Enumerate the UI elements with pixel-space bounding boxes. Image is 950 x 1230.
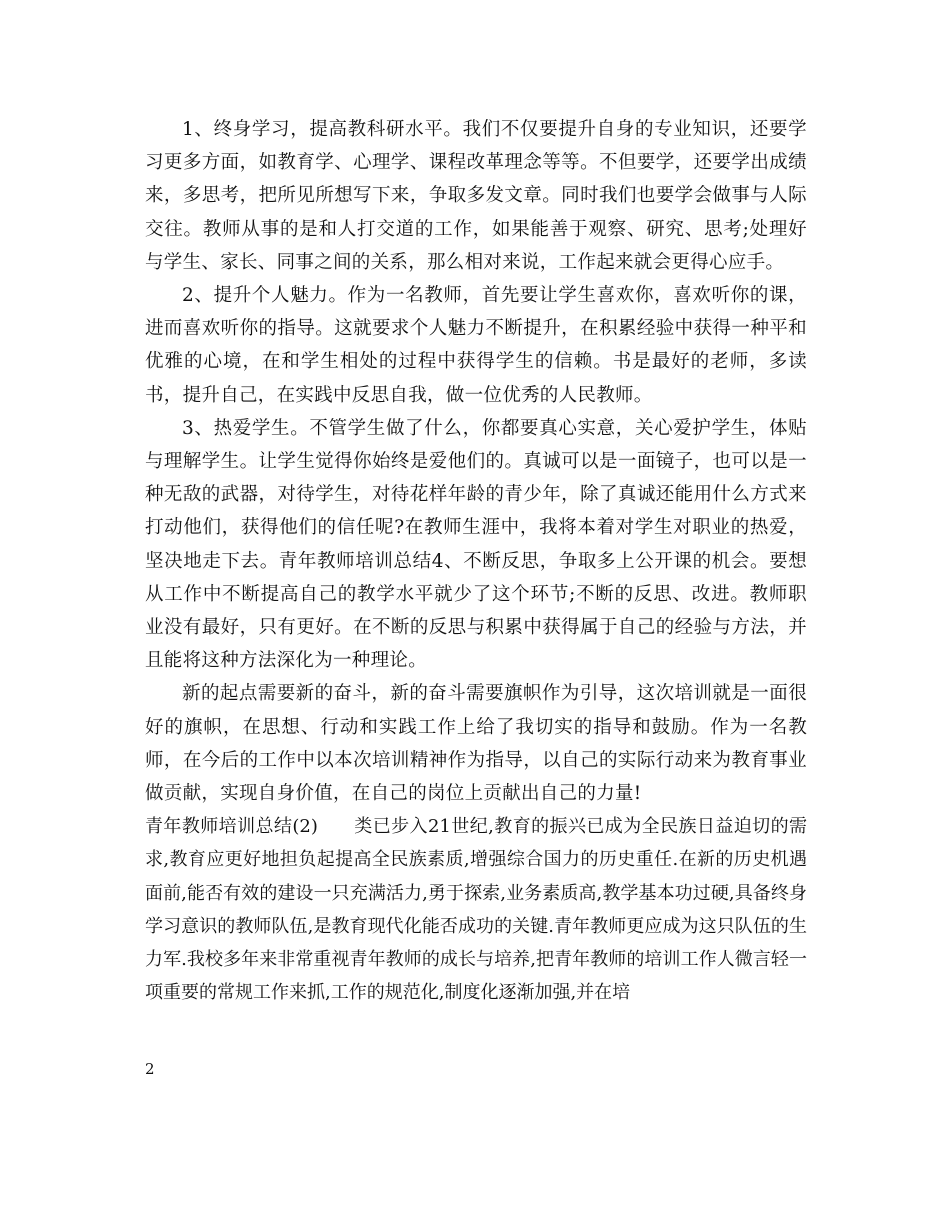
paragraph-personal-charm: 2、提升个人魅力。作为一名教师，首先要让学生喜欢你，喜欢听你的课，进而喜欢听你的指导。这就要求个人魅力不断提升，在积累经验中获得一种平和优雅的心境，在和学生相处的过程中获得学生的信赖。书是最好的老师，多读书，提升自己，在实践中反思自我，做一位优秀的人民教师。	[145, 285, 807, 406]
paragraph-lifelong-learning: 1、终身学习，提高教科研水平。我们不仅要提升自身的专业知识，还要学习更多方面，如教育学、心理学、课程改革理念等等。不但要学，还要学出成绩来，多思考，把所见所想写下来，争取多发文章。同时我们也要学会做事与人际交往。教师从事的是和人打交道的工作，如果能善于观察、研究、思考;处理好与学生、家长、同事之间的关系，那么相对来说，工作起来就会更得心应手。	[145, 119, 807, 273]
paragraph-love-students: 3、热爱学生。不管学生做了什么，你都要真心实意，关心爱护学生，体贴与理解学生。让学生觉得你始终是爱他们的。真诚可以是一面镜子，也可以是一种无敌的武器，对待学生，对待花样年龄的青少年，除了真诚还能用什么方式来打动他们，获得他们的信任呢?在教师生涯中，我将本着对学生对职业的热爱，坚决地走下去。青年教师培训总结4、不断反思，争取多上公开课的机会。要想从工作中不断提高自己的教学水平就少了这个环节;不断的反思、改进。教师职业没有最好，只有更好。在不断的反思与积累中获得属于自己的经验与方法，并且能将这种方法深化为一种理论。	[145, 417, 807, 672]
document-body	[145, 113, 807, 1009]
page-number: 2	[145, 1060, 155, 1078]
paragraph-new-starting-point: 新的起点需要新的奋斗，新的奋斗需要旗帜作为引导，这次培训就是一面很好的旗帜，在思想、行动和实践工作上给了我切实的指导和鼓励。作为一名教师，在今后的工作中以本次培训精神作为指导，以自己的实际行动来为教育事业做贡献，实现自身价值，在自己的岗位上贡献出自己的力量!	[145, 683, 807, 805]
section-2-paragraph	[145, 810, 807, 1009]
section-2-heading: 青年教师培训总结(2)	[145, 816, 318, 838]
section-2-text: 类已步入21世纪,教育的振兴已成为全民族日益迫切的需求,教育应更好地担负起提高全民族素质,增强综合国力的历史重任.在新的历史机遇面前,能否有效的建设一只充满活力,勇于探索,业务素质高,教学基本功过硬,具备终身学习意识的教师队伍,是教育现代化能否成功的关键.青年教师更应成为这只队伍的生力军.我校多年来非常重视青年教师的成长与培养,把青年教师的培训工作人微言轻一项重要的常规工作来抓,工作的规范化,制度化逐渐加强,并在培	[145, 816, 808, 1004]
